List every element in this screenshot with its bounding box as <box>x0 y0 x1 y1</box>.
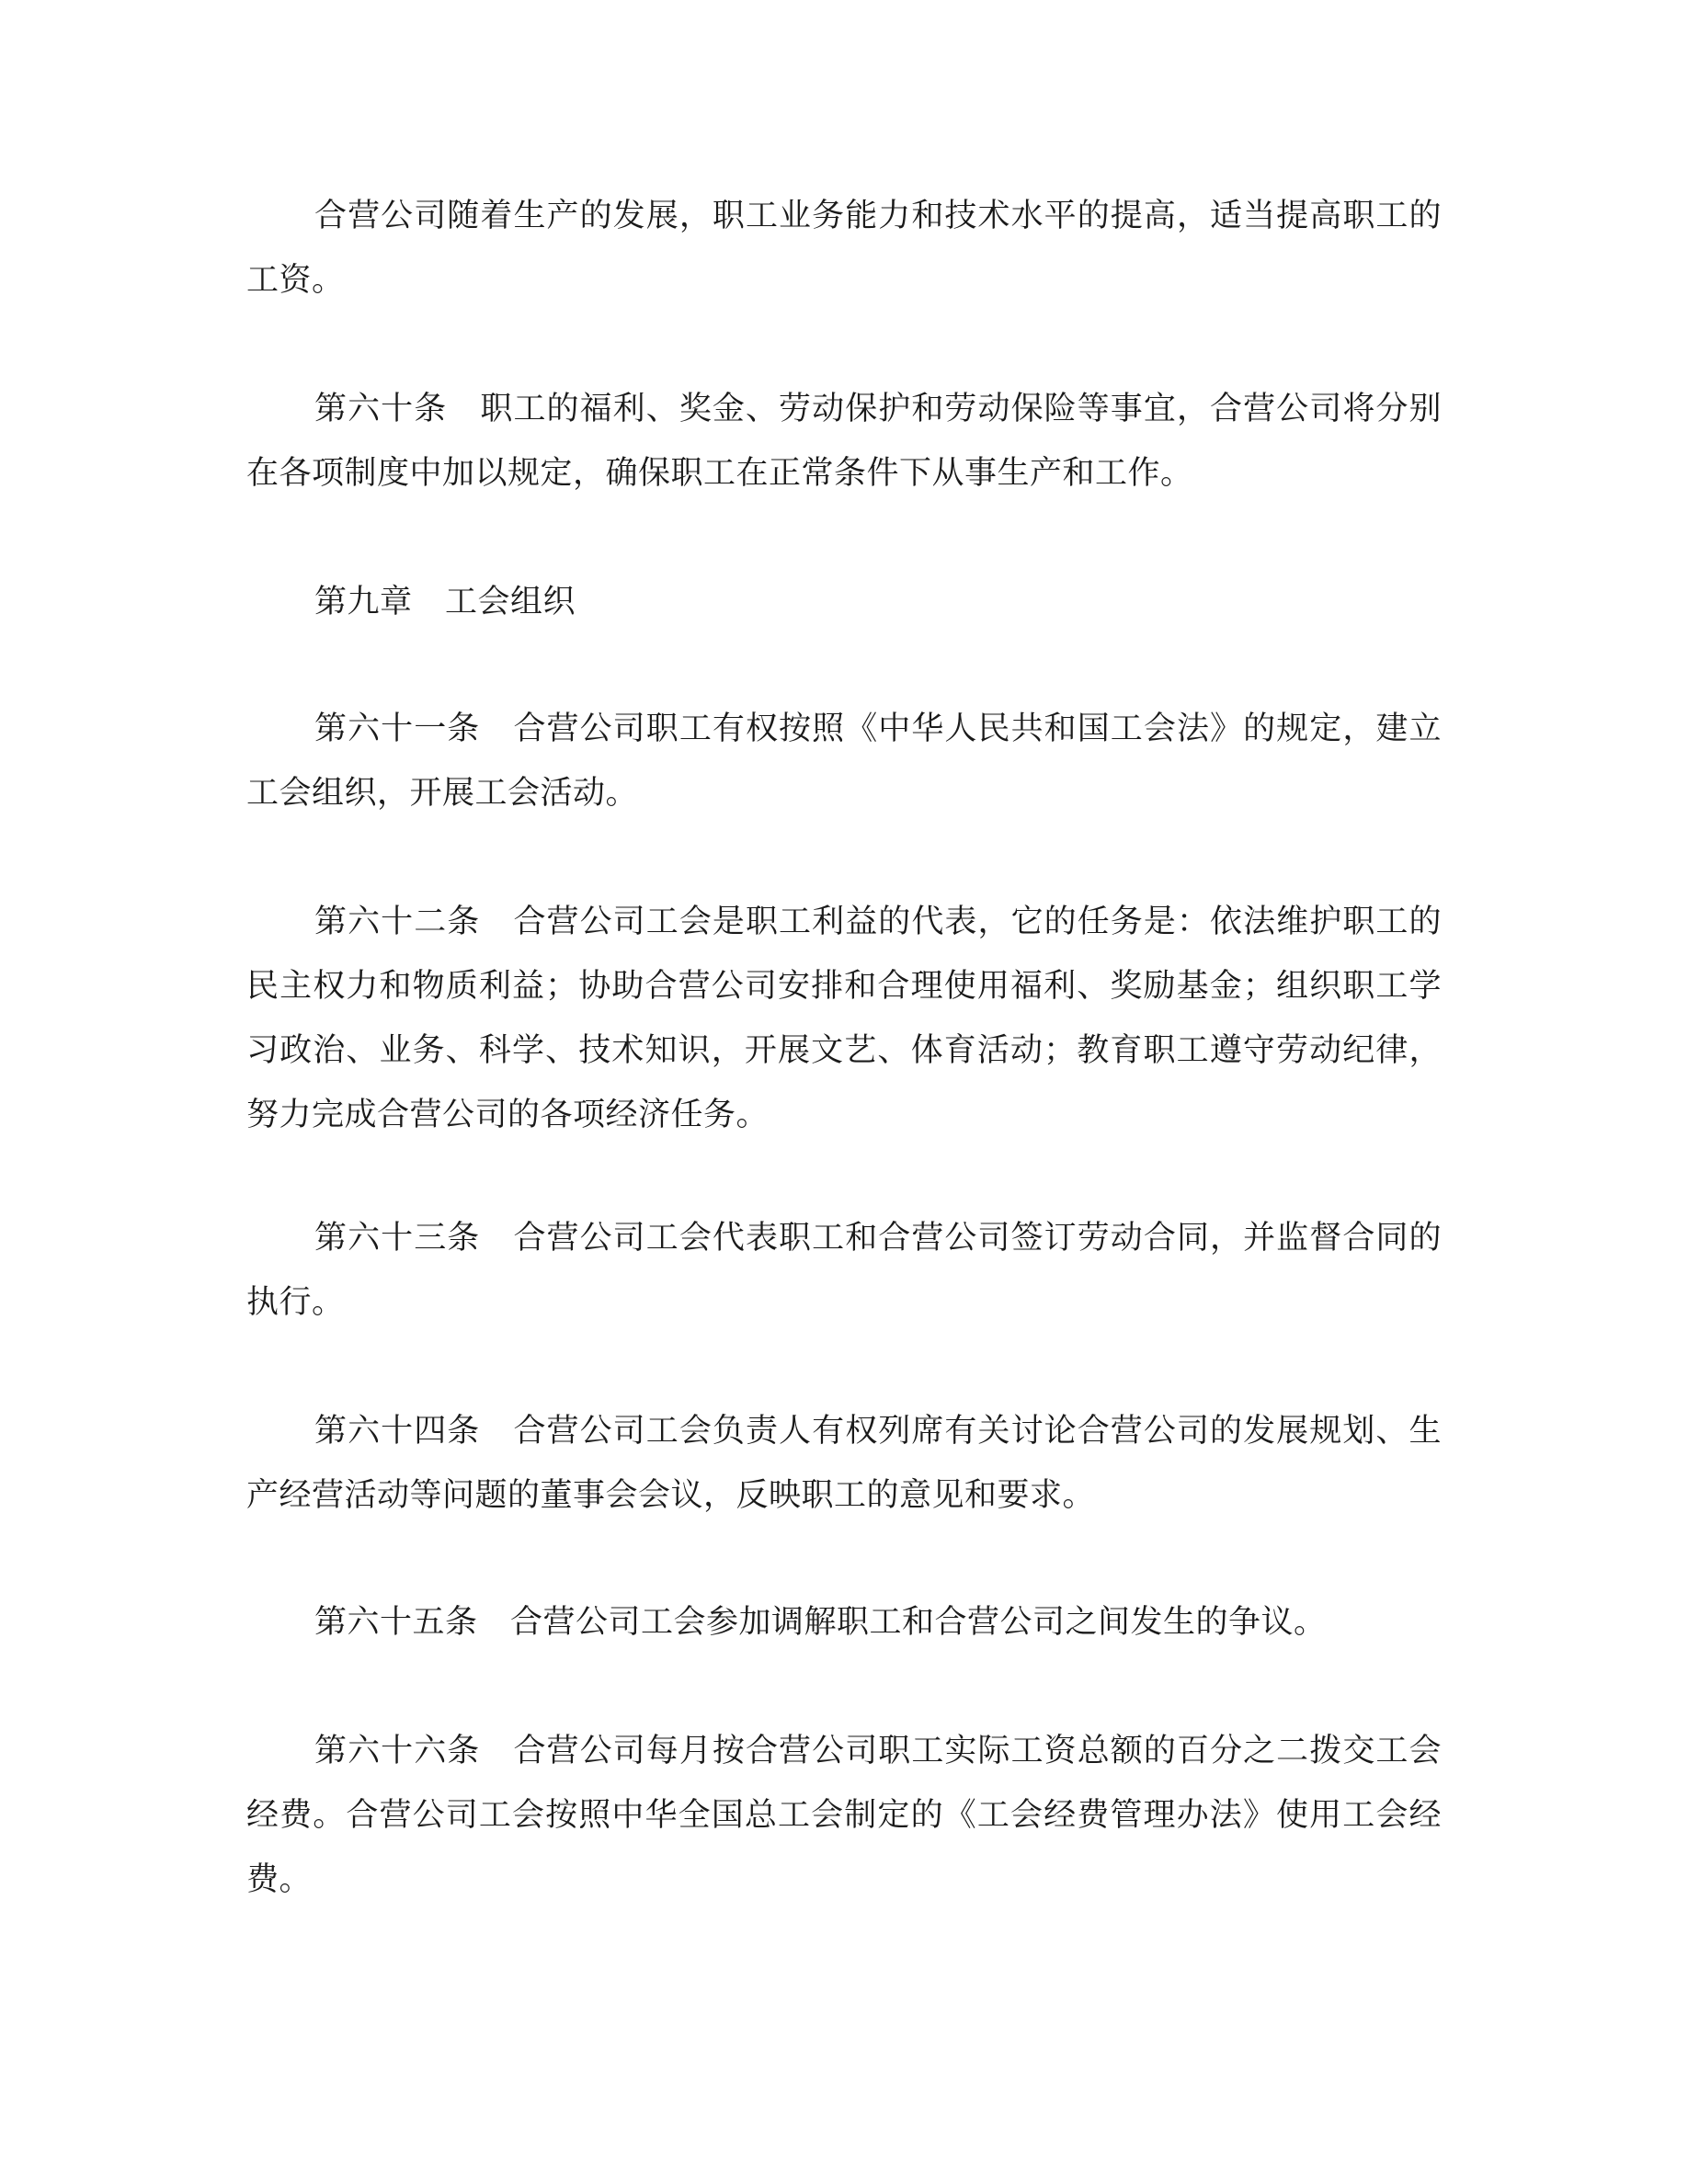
article-64: 第六十四条 合营公司工会负责人有权列席有关讨论合营公司的发展规划、生产经营活动等问题的董事会会议，反映职工的意见和要求。 <box>246 1413 1442 1514</box>
article-63: 第六十三条 合营公司工会代表职工和合营公司签订劳动合同，并监督合同的执行。 <box>246 1220 1442 1321</box>
paragraph-wage-raise: 合营公司随着生产的发展，职工业务能力和技术水平的提高，适当提高职工的工资。 <box>246 198 1442 299</box>
chapter-9-heading: 第九章 工会组织 <box>314 584 576 620</box>
article-65: 第六十五条 合营公司工会参加调解职工和合营公司之间发生的争议。 <box>314 1604 1327 1641</box>
article-62: 第六十二条 合营公司工会是职工利益的代表，它的任务是：依法维护职工的民主权力和物质利益；协助合营公司安排和合理使用福利、奖励基金；组织职工学习政治、业务、科学、技术知识，开展文艺、体育活动；教育职工遵守劳动纪律，努力完成合营公司的各项经济任务。 <box>246 904 1442 1133</box>
article-60: 第六十条 职工的福利、奖金、劳动保护和劳动保险等事宜，合营公司将分别在各项制度中加以规定，确保职工在正常条件下从事生产和工作。 <box>246 391 1442 492</box>
article-66: 第六十六条 合营公司每月按合营公司职工实际工资总额的百分之二拨交工会经费。合营公司工会按照中华全国总工会制定的《工会经费管理办法》使用工会经费。 <box>246 1733 1442 1898</box>
article-61: 第六十一条 合营公司职工有权按照《中华人民共和国工会法》的规定，建立工会组织，开展工会活动。 <box>246 711 1442 812</box>
